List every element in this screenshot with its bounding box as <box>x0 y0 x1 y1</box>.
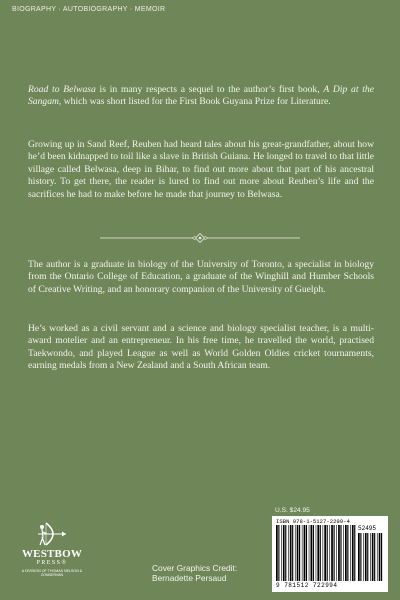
barcode-bar <box>313 525 314 581</box>
barcode-bar <box>329 525 330 581</box>
barcode-bar <box>381 533 382 581</box>
barcode-bar <box>370 533 371 581</box>
ornamental-divider <box>100 233 300 243</box>
barcode-block <box>272 516 388 592</box>
intro-text-1: is in many respects a sequel to the author’s first book, <box>95 84 324 95</box>
barcode-bar <box>363 533 364 581</box>
intro-text-2: , which was short listed for the First Book Guyana Prize for Literature. <box>58 96 331 108</box>
barcode-bar <box>354 525 355 581</box>
barcode-bar <box>306 525 307 581</box>
intro-paragraph <box>28 84 374 109</box>
barcode-bar <box>320 525 321 581</box>
isbn-number: ISBN 978-1-5127-2299-4 <box>276 518 350 525</box>
publisher-division: A DIVISION OF THOMAS NELSON & ZONDERVAN <box>21 569 83 578</box>
credit-name: Bernadette Persaud <box>152 573 227 583</box>
barcode-bar <box>295 525 296 581</box>
credit-label: Cover Graphics Credit: <box>152 563 238 573</box>
genre-line: BIOGRAPHY · AUTOBIOGRAPHY · MEMOIR <box>12 6 166 13</box>
barcode-bar <box>324 525 326 581</box>
barcode-bar <box>338 525 340 581</box>
barcode-bar <box>290 525 292 581</box>
addon-barcode <box>358 533 384 581</box>
story-paragraph: Growing up in Sand Reef, Reuben had heard tales about his great-grandfather, about how he’d been kidnapped to toil like a slave in British Guiana. He longed to travel to that little village called Belwasa, deep in Bihar, to find out more about that part of his ancestral history. To get there, the reader is lured to find out more about Reuben’s life and the sacrifices he had to make before he made that journey to Belwasa. <box>28 139 374 200</box>
barcode-bar <box>352 525 354 581</box>
barcode-bar <box>317 525 319 581</box>
barcode-bar <box>281 525 282 581</box>
ean-barcode <box>276 525 356 581</box>
barcode-bar <box>316 525 317 581</box>
barcode-bar <box>377 533 378 581</box>
barcode-bar <box>331 525 333 581</box>
barcode-bar <box>340 525 341 581</box>
barcode-bar <box>374 533 375 581</box>
barcode-bar <box>309 525 310 581</box>
barcode-bar <box>283 525 285 581</box>
barcode-bar <box>360 533 361 581</box>
barcode-bar <box>299 525 300 581</box>
publisher-press: PRESS® <box>36 560 68 566</box>
book-title-road-to-belwasa: Road to Belwasa <box>28 84 96 95</box>
barcode-bar <box>358 533 360 581</box>
barcode-bar <box>372 533 374 581</box>
barcode-bar <box>367 533 368 581</box>
barcode-bar <box>285 525 286 581</box>
author-education-paragraph: The author is a graduate in biology of the University of Toronto, a specialist in biology from the Ontario College of Education, a graduate of the Winghill and Humber Schools of Creative Writing, and an honorary companion of the University of Guelph. <box>28 259 374 295</box>
barcode-bar <box>297 525 299 581</box>
barcode-bar <box>334 525 335 581</box>
price-label: U.S. $24.95 <box>275 507 310 514</box>
barcode-bar <box>379 533 381 581</box>
cover-credit <box>152 563 272 583</box>
publisher-name: WESTBOW <box>21 548 83 560</box>
bow-archer-icon <box>16 520 88 548</box>
barcode-bar <box>323 525 324 581</box>
barcode-bar <box>365 533 367 581</box>
barcode-bar <box>350 525 351 581</box>
barcode-bar <box>276 525 278 581</box>
barcode-bar <box>345 525 347 581</box>
barcode-bar <box>347 525 348 581</box>
price-addon-code: 52495 <box>358 525 377 532</box>
barcode-bar <box>288 525 289 581</box>
barcode-bar <box>278 525 279 581</box>
publisher-logo <box>16 520 88 590</box>
ean-digits: 9 781512 722994 <box>276 582 338 589</box>
barcode-bar <box>292 525 293 581</box>
barcode-bar <box>304 525 306 581</box>
barcode-bar <box>302 525 303 581</box>
book-title-dip-at-sangam: A Dip at the Sangam <box>28 84 374 108</box>
barcode-bar <box>343 525 344 581</box>
barcode-bar <box>336 525 337 581</box>
author-career-paragraph: He’s worked as a civil servant and a science and biology specialist teacher, is a multi-award motelier and an entrepreneur. In his free time, he travelled the world, practised Taekwondo, and played League as well as World Golden Oldies cricket tournaments, earning medals from a New Zealand and a South African team. <box>28 323 374 372</box>
barcode-bar <box>327 525 328 581</box>
barcode-bar <box>311 525 313 581</box>
